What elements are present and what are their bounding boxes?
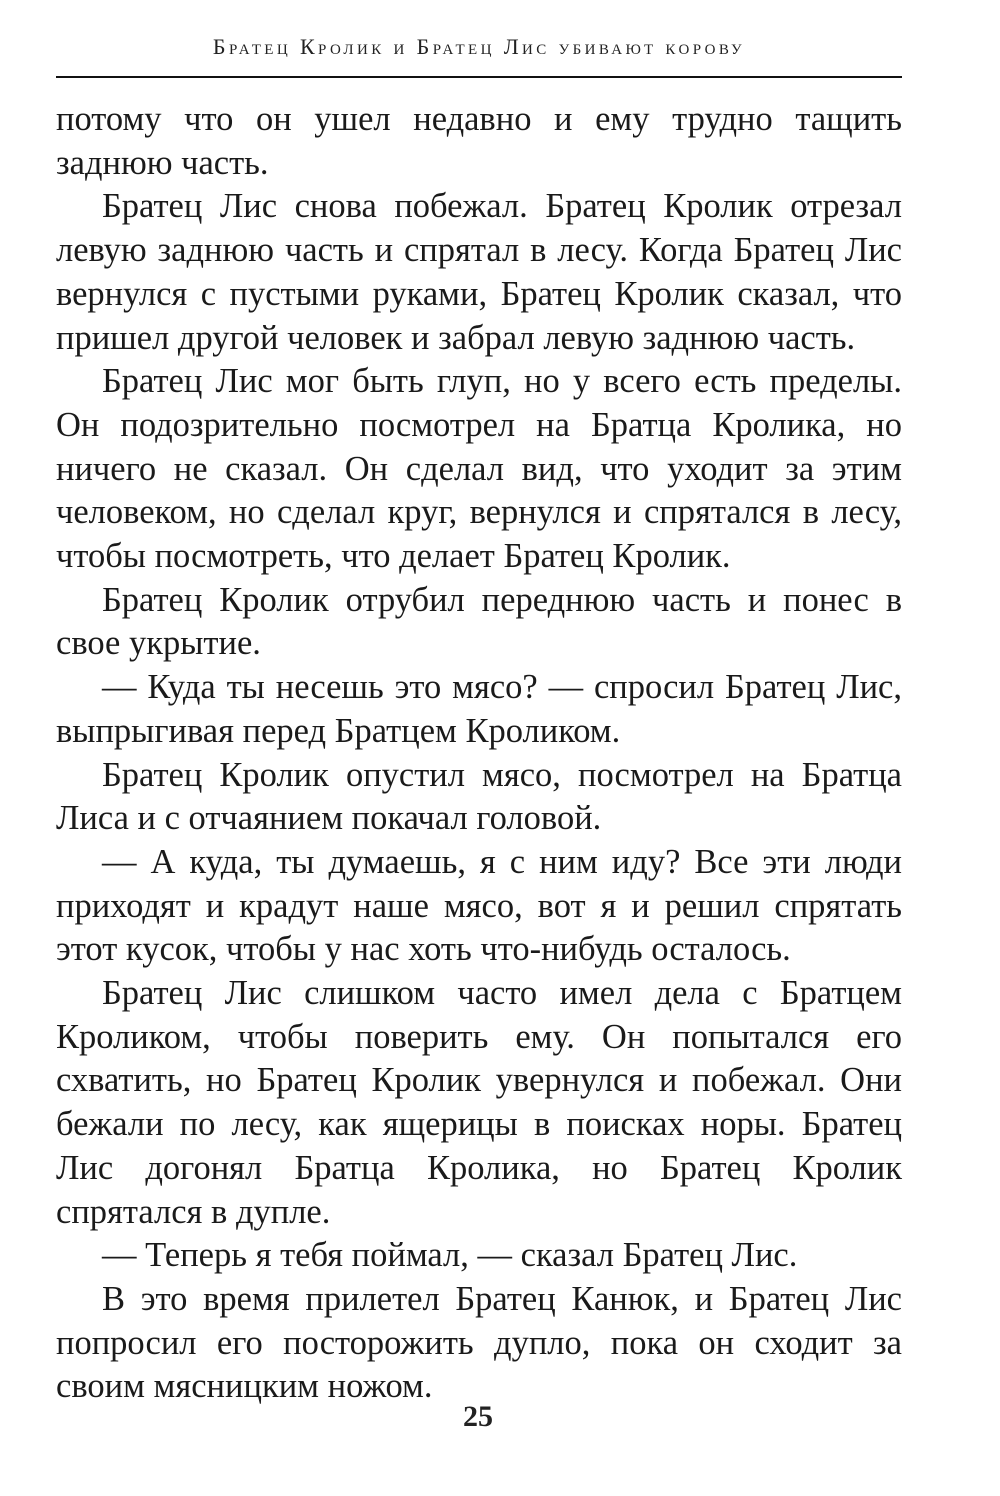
- header-rule: [56, 76, 902, 78]
- body-text: [56, 98, 902, 1409]
- paragraph: Братец Лис слишком часто имел дела с Братцем Кроликом, чтобы поверить ему. Он попытался его схватить, но Братец Кролик увернулся и побежал. Они бежали по лесу, как ящерицы в поисках норы. Братец Лис догонял Братца Кролика, но Братец Кролик спрятался в дупле.: [56, 974, 902, 1231]
- running-head: Братец Кролик и Братец Лис убивают корову: [212, 34, 746, 59]
- paragraph: Братец Кролик отрубил переднюю часть и понес в свое укрытие.: [56, 580, 902, 663]
- paragraph: В это время прилетел Братец Канюк, и Братец Лис попросил его посторожить дупло, пока он сходит за своим мясницким ножом.: [56, 1279, 902, 1406]
- dialogue-paragraph: — Куда ты несешь это мясо? — спросил Братец Лис, выпрыгивая перед Братцем Кроликом.: [56, 668, 902, 750]
- paragraph: Братец Лис снова побежал. Братец Кролик отрезал левую заднюю часть и спрятал в лесу. Когда Братец Лис вернулся с пустыми руками, Братец Кролик сказал, что пришел другой человек и забрал левую заднюю часть.: [56, 187, 902, 357]
- page-number: 25: [463, 1400, 493, 1433]
- paragraph: потому что он ушел недавно и ему трудно тащить заднюю часть.: [56, 100, 902, 182]
- paragraph: Братец Кролик опустил мясо, посмотрел на Братца Лиса и с отчаянием покачал головой.: [56, 755, 902, 838]
- dialogue-paragraph: — Теперь я тебя поймал, — сказал Братец Лис.: [102, 1236, 798, 1275]
- paragraph: Братец Лис мог быть глуп, но у всего есть пределы. Он подозрительно посмотрел на Братца Кролика, но ничего не сказал. Он сделал вид, что уходит за этим человеком, но сделал круг, вернулся и спрятался в лесу, чтобы посмотреть, что делает Братец Кролик.: [56, 362, 902, 576]
- dialogue-paragraph: — А куда, ты думаешь, я с ним иду? Все эти люди приходят и крадут наше мясо, вот я и решил спрятать этот кусок, чтобы у нас хоть что-нибудь осталось.: [56, 842, 902, 969]
